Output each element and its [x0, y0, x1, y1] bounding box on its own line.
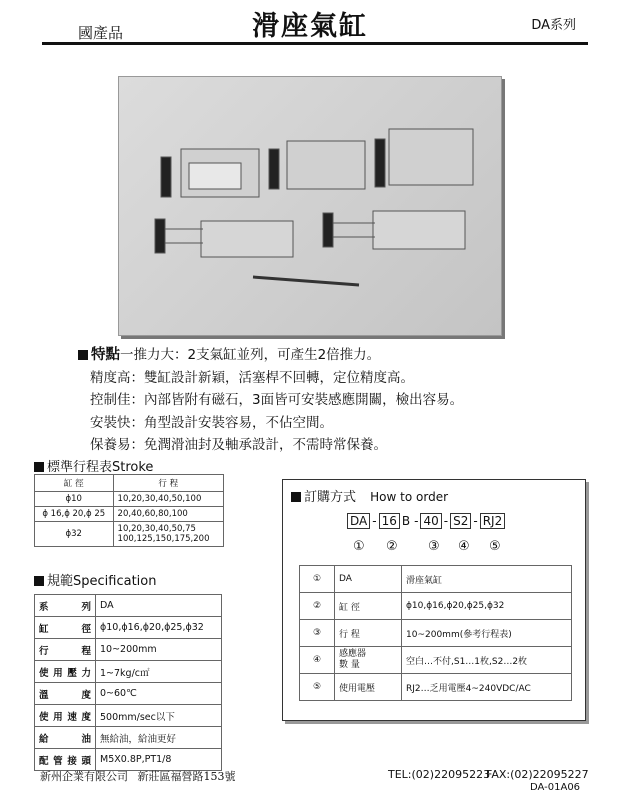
- feature-row: 精度高： 雙缸設計新穎，活塞桿不回轉，定位精度高。: [78, 367, 463, 390]
- footer-tel: TEL:(02)22095223: [388, 768, 491, 781]
- spec-value: 10~200mm: [96, 639, 222, 661]
- feature-row: 特點 一 推力大 ： 2支氣缸並列，可產生2倍推力。: [78, 344, 463, 367]
- bullet-square-icon: [291, 492, 301, 502]
- order-value: 滑座氣缸: [402, 566, 572, 593]
- spec-key: 使用壓力: [35, 661, 96, 683]
- features-heading: 特點: [78, 344, 120, 367]
- spec-key: 溫度: [35, 683, 96, 705]
- feature-text: 內部皆附有磁石，3面皆可安裝感應開關，檢出容易。: [144, 392, 464, 408]
- page-title: 滑座氣缸: [252, 11, 368, 42]
- spec-value: 無給油，給油更好: [96, 727, 222, 749]
- order-code: DA - 16 B - 40 - S2 - RJ2: [347, 510, 505, 529]
- order-value: ϕ10,ϕ16,ϕ20,ϕ25,ϕ32: [402, 593, 572, 620]
- spec-key: 缸徑: [35, 617, 96, 639]
- table-cell: ϕ 16,ϕ 20,ϕ 25: [35, 507, 114, 522]
- spec-value: 0~60℃: [96, 683, 222, 705]
- order-index: ①: [300, 566, 335, 593]
- order-index: ③: [300, 620, 335, 647]
- table-cell: 10,20,30,40,50,100: [113, 492, 223, 507]
- order-key: 感應器 數 量: [335, 647, 402, 674]
- feature-label: 精度高: [90, 369, 131, 386]
- order-key: DA: [335, 566, 402, 593]
- stroke-section-title: 標準行程表Stroke: [34, 456, 153, 475]
- order-value: 空白…不付,S1…1枚,S2…2枚: [402, 647, 572, 674]
- features-section: [78, 344, 463, 457]
- footer-company: 新州企業有限公司 新莊區福營路153號: [40, 770, 236, 783]
- feature-row: 控制佳： 內部皆附有磁石，3面皆可安裝感應開關，檢出容易。: [78, 389, 463, 412]
- order-panel: [282, 479, 586, 721]
- table-cell: ϕ10: [35, 492, 114, 507]
- table-header: 缸 徑: [35, 475, 114, 492]
- order-value: 10~200mm(參考行程表): [402, 620, 572, 647]
- code-segment: S2: [450, 513, 471, 529]
- table-header: 行 程: [113, 475, 223, 492]
- table-cell: ϕ32: [35, 522, 114, 547]
- order-index: ②: [300, 593, 335, 620]
- order-table: [299, 565, 572, 701]
- table-cell: 10,20,30,40,50,75 100,125,150,175,200: [113, 522, 223, 547]
- spec-key: 給油: [35, 727, 96, 749]
- order-value: RJ2…乏用電壓4~240VDC/AC: [402, 674, 572, 701]
- feature-text: 2支氣缸並列，可產生2倍推力。: [187, 347, 381, 363]
- code-marker: ③: [428, 539, 440, 554]
- header-divider: [42, 42, 588, 45]
- spec-value: 500mm/sec以下: [96, 705, 222, 727]
- order-index: ④: [300, 647, 335, 674]
- table-cell: 20,40,60,80,100: [113, 507, 223, 522]
- order-title: 訂購方式 How to order: [291, 486, 448, 505]
- order-title-en: How to order: [370, 490, 449, 504]
- series-label: DA系列: [531, 18, 576, 33]
- feature-row: 安裝快： 角型設計安裝容易，不佔空間。: [78, 412, 463, 435]
- feature-row: 保養易： 免潤滑油封及軸承設計，不需時常保養。: [78, 434, 463, 457]
- code-segment: B: [401, 514, 411, 528]
- footer-address: 新莊區福營路153號: [137, 770, 236, 783]
- spec-key: 配管接頭: [35, 749, 96, 771]
- spec-value: ϕ10,ϕ16,ϕ20,ϕ25,ϕ32: [96, 617, 222, 639]
- footer-fax: FAX:(02)22095227: [486, 768, 589, 781]
- feature-text: 雙缸設計新穎，活塞桿不回轉，定位精度高。: [144, 369, 414, 386]
- spec-section-title: 規範Specification: [34, 570, 156, 589]
- code-marker: ①: [353, 539, 365, 554]
- spec-key: 系列: [35, 595, 96, 617]
- spec-value: M5X0.8P,PT1/8: [96, 749, 222, 771]
- spec-key: 行程: [35, 639, 96, 661]
- stroke-table: [34, 474, 224, 547]
- order-index: ⑤: [300, 674, 335, 701]
- feature-label: 推力大: [133, 347, 174, 363]
- feature-text: 免潤滑油封及軸承設計，不需時常保養。: [144, 437, 387, 453]
- spec-value: 1~7kg/c㎡: [96, 661, 222, 683]
- feature-label: 控制佳: [90, 392, 131, 408]
- code-marker: ⑤: [489, 539, 501, 554]
- order-key: 缸 徑: [335, 593, 402, 620]
- order-key: 使用電壓: [335, 674, 402, 701]
- code-segment: 16: [379, 513, 400, 529]
- feature-label: 安裝快: [90, 414, 131, 431]
- code-segment: RJ2: [480, 513, 506, 529]
- bullet-square-icon: [34, 462, 44, 472]
- origin-label: 國產品: [78, 24, 124, 42]
- spec-key: 使用速度: [35, 705, 96, 727]
- code-marker: ②: [386, 539, 398, 554]
- footer-doc-code: DA-01A06: [530, 782, 581, 793]
- feature-label: 保養易: [90, 437, 131, 453]
- order-key: 行 程: [335, 620, 402, 647]
- bullet-square-icon: [78, 350, 88, 360]
- spec-value: DA: [96, 595, 222, 617]
- bullet-square-icon: [34, 576, 44, 586]
- product-photo: [118, 76, 502, 336]
- code-segment: 40: [420, 513, 441, 529]
- cylinder-illustration: [119, 77, 501, 335]
- code-marker: ④: [458, 539, 470, 554]
- feature-text: 角型設計安裝容易，不佔空間。: [144, 414, 333, 431]
- spec-table: [34, 594, 222, 771]
- code-segment: DA: [347, 513, 370, 529]
